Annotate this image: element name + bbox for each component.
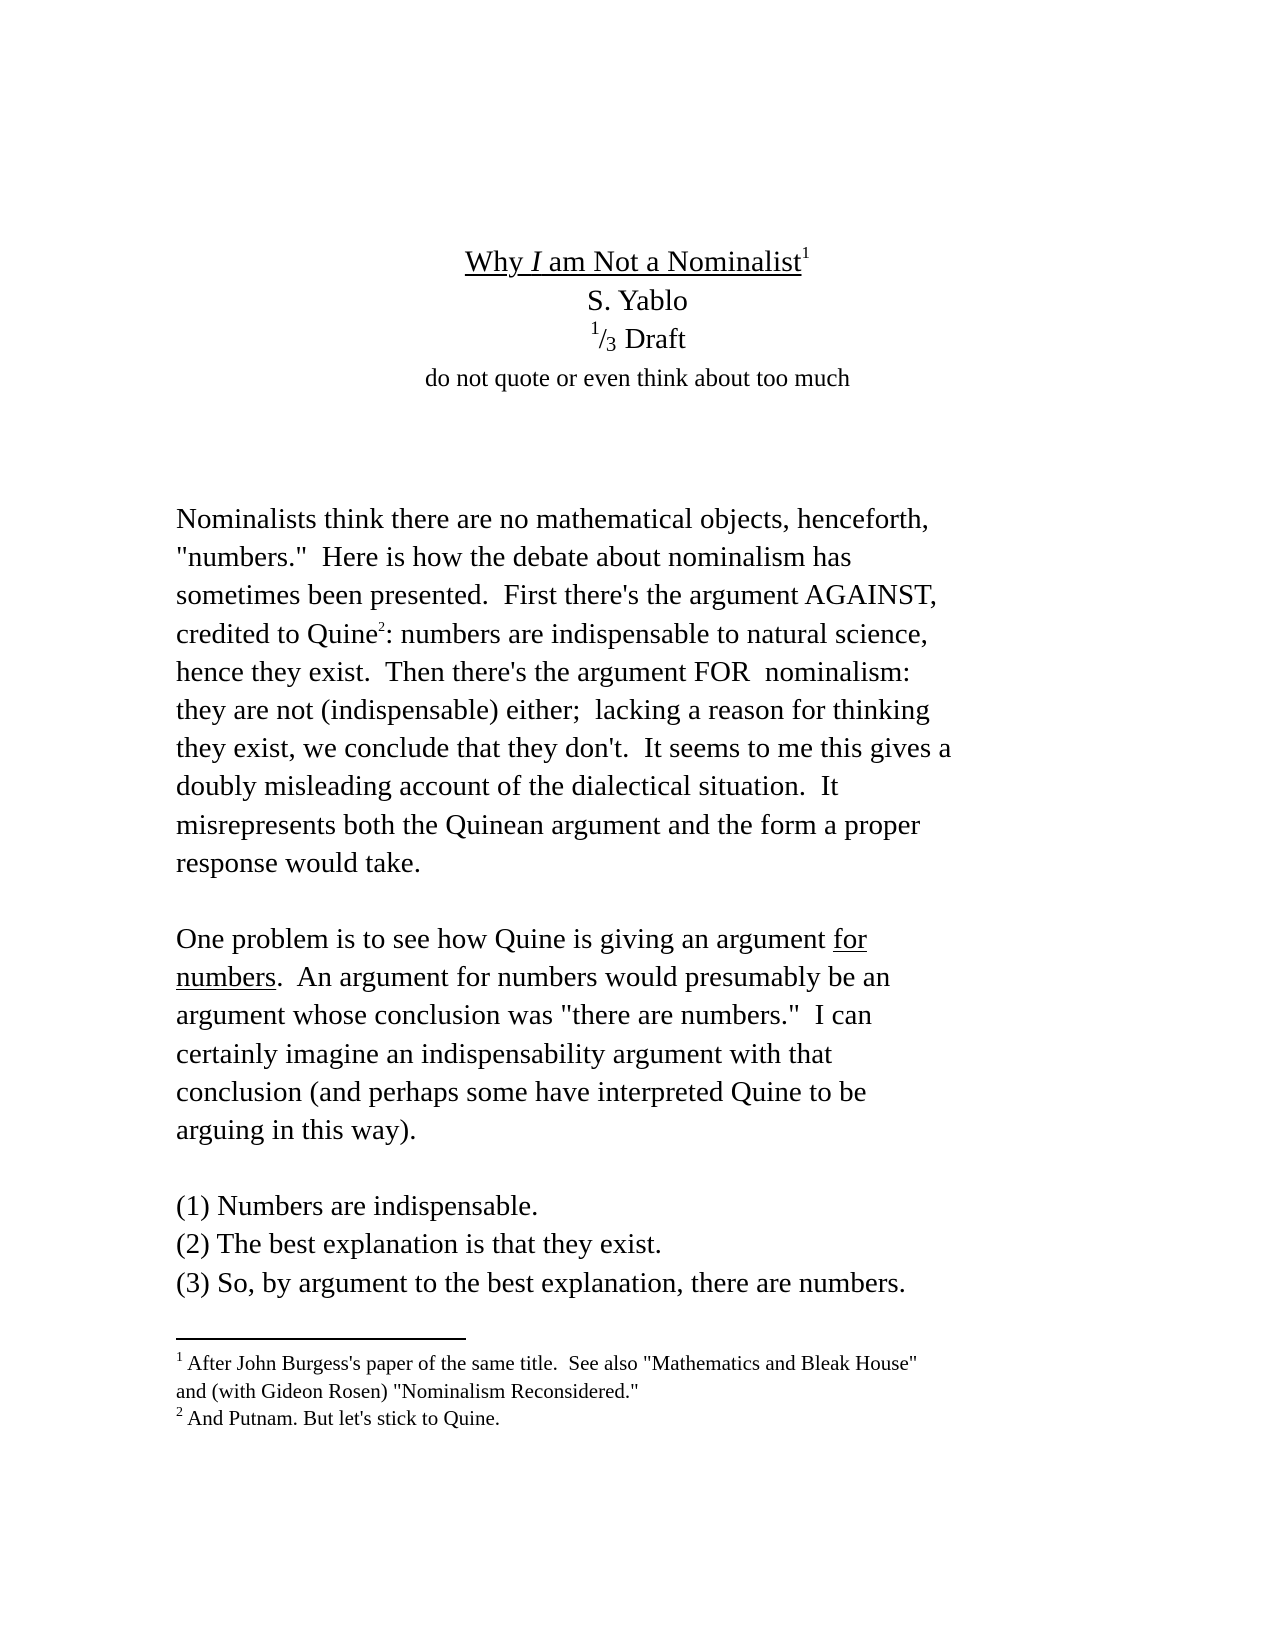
paragraph-1-line: "numbers." Here is how the debate about nominalism has (176, 541, 852, 574)
draft-fraction (589, 320, 617, 360)
footnote-2-line (176, 1405, 1056, 1433)
page-title (0, 243, 1275, 280)
emphasis-underline-for: for (832, 923, 867, 956)
footnote-2-text: And Putnam. But let's stick to Quine. (183, 1406, 501, 1430)
premise-item: (2) The best explanation is that they exist. (176, 1228, 662, 1261)
title-footnote-marker[interactable]: 1 (801, 243, 811, 262)
draft-fraction-numerator: 1 (590, 318, 600, 340)
footnote-1 (176, 1350, 1056, 1405)
draft-word: Draft (617, 323, 686, 355)
paragraph-1-line: sometimes been presented. First there's the argument AGAINST, (176, 579, 938, 612)
page-title-italic-word: I (531, 245, 542, 278)
quine-footnote-marker[interactable]: 2 (378, 619, 386, 635)
paragraph-1-line: they exist, we conclude that they don't. It seems to me this gives a (176, 732, 952, 765)
paragraph-2-line: conclusion (and perhaps some have interpreted Quine to be (176, 1075, 867, 1108)
paragraph-1-line (176, 615, 1056, 653)
premise-item: (1) Numbers are indispensable. (176, 1190, 539, 1223)
paragraph-2 (176, 920, 1056, 1149)
paragraph-2-line-text: . An argument for numbers would presumably be an (276, 961, 891, 994)
paragraph-1 (176, 500, 1056, 882)
paragraph-1-line: they are not (indispensable) either; lacking a reason for thinking (176, 694, 930, 727)
title-block (0, 243, 1275, 396)
footnote-1-marker: 1 (176, 1350, 183, 1365)
emphasis-underline-numbers: numbers (176, 961, 277, 994)
footnote-1-text: After John Burgess's paper of the same title. See also "Mathematics and Bleak House" (183, 1351, 918, 1375)
draft-disclaimer: do not quote or even think about too much (425, 365, 850, 392)
footnote-separator-rule (176, 1338, 466, 1340)
paragraph-1-line: hence they exist. Then there's the argument FOR nominalism: (176, 655, 911, 688)
footnote-2-marker: 2 (176, 1405, 183, 1420)
paragraph-2-line: arguing in this way). (176, 1114, 417, 1147)
paragraph-2-line (176, 920, 1056, 958)
paragraph-2-line: certainly imagine an indispensability argument with that (176, 1037, 833, 1070)
paragraph-1-line: Nominalists think there are no mathematical objects, henceforth, (176, 503, 929, 535)
paragraph-1-line: doubly misleading account of the dialectical situation. It (176, 770, 839, 803)
paragraph-1-line-text-cont: : numbers are indispensable to natural science, (385, 617, 928, 650)
footnote-1-line (176, 1350, 1056, 1378)
paragraph-1-line: misrepresents both the Quinean argument and the form a proper (176, 808, 921, 841)
page-title-suffix: am Not a Nominalist (541, 245, 802, 278)
paragraph-2-line (176, 958, 1056, 996)
paragraph-2-line-text: One problem is to see how Quine is giving an argument (176, 923, 833, 956)
paragraph-1-line-text: credited to Quine (176, 617, 379, 650)
footnote-2 (176, 1405, 1056, 1433)
premises-list (176, 1187, 1056, 1302)
draft-label (0, 320, 1275, 360)
footnote-1-line: and (with Gideon Rosen) "Nominalism Reconsidered." (176, 1378, 639, 1403)
premise-item: (3) So, by argument to the best explanation, there are numbers. (176, 1266, 906, 1299)
draft-fraction-slash: / (598, 323, 607, 355)
draft-fraction-denominator: 3 (605, 332, 617, 356)
premises-spacer (176, 1149, 1056, 1187)
page-title-underlined-text (465, 245, 802, 278)
body-column (176, 500, 1056, 1302)
author-name: S. Yablo (587, 284, 688, 317)
paragraph-1-line: response would take. (176, 846, 422, 879)
footnote-area (176, 1338, 1056, 1433)
paragraph-spacer (176, 882, 1056, 920)
page-title-prefix: Why (464, 245, 532, 278)
paragraph-2-line: argument whose conclusion was "there are numbers." I can (176, 999, 872, 1032)
